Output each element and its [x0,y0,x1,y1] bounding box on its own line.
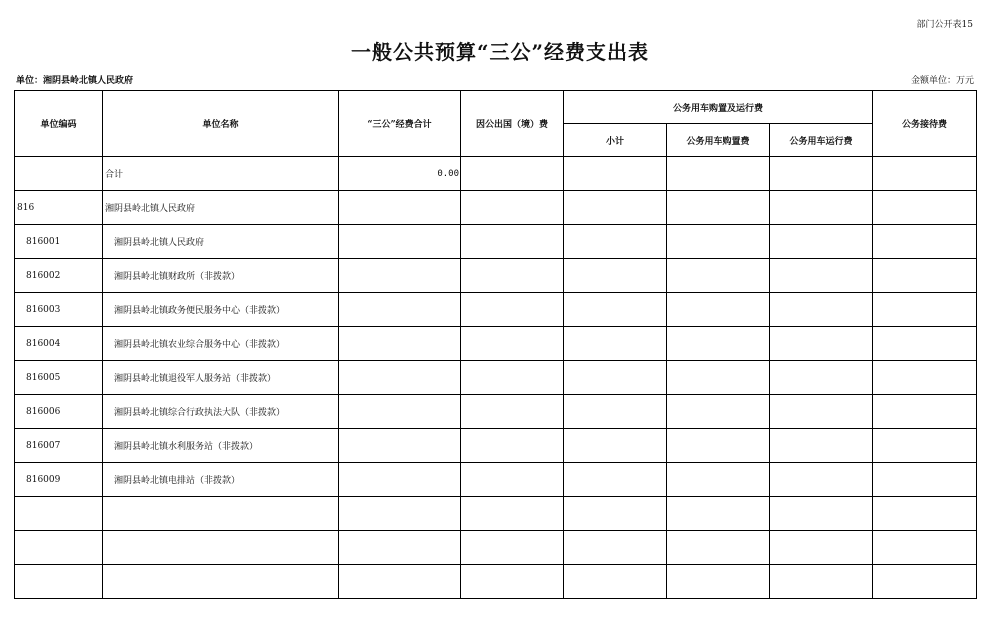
cell-operation [770,225,873,259]
cell-code: 816001 [15,225,103,259]
cell-reception [873,565,977,599]
cell-subtotal [564,361,667,395]
cell-total [339,395,461,429]
cell-code [15,157,103,191]
cell-code: 816006 [15,395,103,429]
cell-reception [873,191,977,225]
cell-purchase [667,565,770,599]
cell-code: 816003 [15,293,103,327]
table-row [15,463,977,497]
cell-subtotal [564,157,667,191]
cell-purchase [667,327,770,361]
cell-total [339,565,461,599]
cell-subtotal [564,531,667,565]
cell-reception [873,531,977,565]
table-row [15,497,977,531]
table-tag: 部门公开表15 [916,20,973,30]
cell-purchase [667,191,770,225]
cell-subtotal [564,327,667,361]
cell-operation [770,327,873,361]
cell-name: 湘阴县岭北镇人民政府 [103,191,339,225]
cell-code: 816005 [15,361,103,395]
table-row [15,327,977,361]
cell-abroad [461,157,564,191]
table-row [15,191,977,225]
cell-name: 湘阴县岭北镇退役军人服务站（非拨款） [103,361,339,395]
cell-reception [873,327,977,361]
cell-name [103,531,339,565]
cell-code [15,565,103,599]
cell-abroad [461,327,564,361]
cell-abroad [461,565,564,599]
amount-unit-label: 金额单位：万元 [910,76,974,86]
cell-reception [873,157,977,191]
cell-subtotal [564,565,667,599]
cell-purchase [667,293,770,327]
cell-operation [770,531,873,565]
cell-total [339,429,461,463]
cell-operation [770,293,873,327]
cell-purchase [667,531,770,565]
cell-name: 湘阴县岭北镇农业综合服务中心（非拨款） [103,327,339,361]
table-row [15,395,977,429]
cell-purchase [667,395,770,429]
cell-abroad [461,191,564,225]
cell-subtotal [564,395,667,429]
cell-subtotal [564,225,667,259]
cell-subtotal [564,463,667,497]
page-title: 一般公共预算“三公”经费支出表 [350,40,649,64]
cell-subtotal [564,429,667,463]
cell-name: 合计 [103,157,339,191]
col-header-total: “三公”经费合计 [339,91,461,157]
col-header-subtotal: 小计 [564,124,667,157]
cell-operation [770,565,873,599]
cell-subtotal [564,259,667,293]
cell-abroad [461,225,564,259]
table-row [15,259,977,293]
cell-code: 816 [15,191,103,225]
cell-purchase [667,225,770,259]
cell-operation [770,191,873,225]
cell-reception [873,293,977,327]
cell-total [339,225,461,259]
cell-code: 816007 [15,429,103,463]
cell-code [15,531,103,565]
cell-total [339,463,461,497]
cell-name: 湘阴县岭北镇财政所（非拨款） [103,259,339,293]
table-row [15,293,977,327]
expense-table [14,90,977,599]
cell-name: 湘阴县岭北镇电排站（非拨款） [103,463,339,497]
cell-reception [873,361,977,395]
cell-operation [770,395,873,429]
cell-operation [770,497,873,531]
cell-abroad [461,395,564,429]
col-header-name: 单位名称 [103,91,339,157]
cell-total [339,327,461,361]
cell-name [103,565,339,599]
cell-purchase [667,157,770,191]
cell-abroad [461,429,564,463]
cell-abroad [461,259,564,293]
cell-operation [770,361,873,395]
cell-purchase [667,463,770,497]
table-row [15,157,977,191]
cell-reception [873,429,977,463]
cell-total [339,293,461,327]
col-header-code: 单位编码 [15,91,103,157]
col-header-abroad: 因公出国（境）费 [461,91,564,157]
cell-abroad [461,531,564,565]
cell-reception [873,497,977,531]
cell-code [15,497,103,531]
cell-subtotal [564,191,667,225]
cell-purchase [667,361,770,395]
unit-label: 单位：湘阴县岭北镇人民政府 [16,76,134,86]
cell-reception [873,259,977,293]
cell-code: 816002 [15,259,103,293]
cell-operation [770,157,873,191]
cell-total [339,497,461,531]
table-row [15,429,977,463]
table-row [15,361,977,395]
cell-reception [873,395,977,429]
cell-operation [770,463,873,497]
cell-code: 816009 [15,463,103,497]
cell-name: 湘阴县岭北镇水利服务站（非拨款） [103,429,339,463]
cell-purchase [667,429,770,463]
cell-name: 湘阴县岭北镇综合行政执法大队（非拨款） [103,395,339,429]
cell-subtotal [564,497,667,531]
cell-total [339,361,461,395]
cell-name: 湘阴县岭北镇政务便民服务中心（非拨款） [103,293,339,327]
col-header-operation: 公务用车运行费 [770,124,873,157]
cell-abroad [461,293,564,327]
table-row [15,565,977,599]
cell-total: 0.00 [339,157,461,191]
cell-total [339,531,461,565]
cell-operation [770,259,873,293]
cell-operation [770,429,873,463]
cell-reception [873,463,977,497]
col-header-vehicle-group: 公务用车购置及运行费 [564,91,873,124]
cell-abroad [461,497,564,531]
cell-total [339,259,461,293]
cell-code: 816004 [15,327,103,361]
table-row [15,225,977,259]
cell-purchase [667,259,770,293]
cell-abroad [461,361,564,395]
cell-name [103,497,339,531]
col-header-reception: 公务接待费 [873,91,977,157]
cell-total [339,191,461,225]
table-row [15,531,977,565]
col-header-purchase: 公务用车购置费 [667,124,770,157]
cell-reception [873,225,977,259]
cell-name: 湘阴县岭北镇人民政府 [103,225,339,259]
cell-abroad [461,463,564,497]
cell-purchase [667,497,770,531]
cell-subtotal [564,293,667,327]
